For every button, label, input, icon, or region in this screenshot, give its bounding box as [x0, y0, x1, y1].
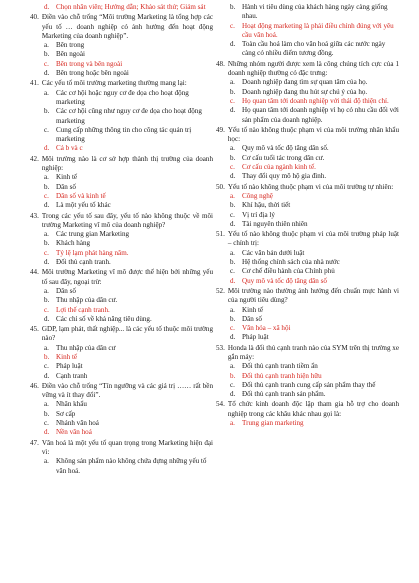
option-letter: d. [230, 276, 236, 285]
answer-option-correct [30, 428, 213, 437]
option-letter: a. [44, 41, 49, 50]
option-text: Quy mô và tốc độ tăng dân số [242, 276, 327, 285]
option-text: Cung cấp những thông tin cho công tác quản trị marketing [56, 125, 192, 144]
question-block [216, 230, 399, 286]
option-text: Sơ cấp [56, 409, 76, 418]
option-text: Văn hóa – xã hội [242, 324, 291, 333]
option-text: Các trung gian Marketing [56, 230, 130, 239]
question-text: Môi trường Marketing vĩ mô được thể hiện bởi những yếu tố sau đây, ngoại trừ: [41, 268, 213, 286]
question-header [30, 268, 213, 287]
option-text: Doanh nghiệp đang tìm sự quan tâm của họ. [242, 78, 368, 87]
question-text: Các yếu tố môi trường marketing thường mang lại: [41, 79, 187, 88]
option-letter: c. [44, 248, 49, 257]
left-column [30, 3, 213, 477]
answer-option-correct [216, 277, 399, 286]
option-letter: b. [230, 258, 236, 267]
option-letter: a. [44, 400, 49, 409]
option-letter: b. [230, 3, 236, 11]
option-text: Dân số [56, 286, 76, 295]
question-number: 43. [30, 211, 39, 220]
option-text: Các văn bản dưới luật [242, 248, 305, 257]
question-block [216, 3, 399, 59]
option-letter: d. [230, 106, 236, 115]
question-text: Môi trường nào thường ảnh hưởng đến chuẩn mực hành vi của người tiêu dùng? [227, 286, 399, 305]
option-letter: a. [230, 248, 235, 257]
option-text: Họ quan tâm tới doanh nghiệp vì họ có nhu cầu đối với sản phẩm của doanh nghiệp. [242, 106, 399, 124]
question-block [30, 3, 213, 12]
question-number: 53. [216, 343, 225, 352]
answer-option [30, 173, 213, 182]
option-text: Các cơ hội cũng như nguy cơ đe dọa cho hoạt động marketing [56, 107, 202, 125]
option-letter: d. [44, 314, 50, 323]
option-text: Kinh tế [56, 352, 78, 361]
option-letter: d. [44, 3, 50, 11]
option-text: Hoạt động marketing là phải điều chỉnh đúng với yêu cầu văn hoá. [242, 21, 394, 39]
question-text: Tổ chức kinh doanh độc lập tham gia hỗ trợ cho doanh nghiệp trong các khâu khác nhau gọi là: [227, 400, 399, 418]
option-letter: a. [230, 191, 235, 200]
answer-option [216, 172, 399, 181]
answer-option-correct [30, 192, 213, 201]
answer-option [30, 126, 213, 145]
question-number: 48. [216, 59, 225, 68]
answer-option-correct [30, 3, 213, 12]
option-text: Dân số và kinh tế [56, 191, 106, 200]
answer-option [30, 287, 213, 296]
option-letter: a. [230, 305, 235, 314]
option-letter: c. [44, 59, 49, 68]
option-letter: a. [230, 78, 235, 87]
answer-option [216, 88, 399, 97]
option-text: Nhánh văn hoá [56, 419, 99, 428]
answer-option [216, 381, 399, 390]
question-header [30, 79, 213, 88]
question-block [216, 287, 399, 343]
option-text: Đối thủ cạnh tranh hiện hữu [242, 371, 322, 380]
option-letter: a. [44, 173, 49, 182]
option-text: Thay đổi quy mô hộ gia đình. [242, 172, 327, 181]
option-letter: b. [44, 50, 50, 59]
question-block [30, 13, 213, 78]
option-letter: b. [230, 87, 236, 96]
option-text: Đối thủ cạnh tranh cung cấp sản phẩm thay thế [242, 380, 376, 389]
option-text: Bên trong [56, 41, 85, 50]
option-text: Đối thủ cạnh tranh tiềm ẩn [242, 362, 318, 371]
answer-option [30, 183, 213, 192]
option-letter: b. [230, 314, 236, 323]
option-letter: d. [230, 40, 236, 49]
answer-option [216, 144, 399, 153]
answer-option [216, 3, 399, 22]
option-letter: a. [230, 362, 235, 371]
option-text: Thu nhập của dân cư [56, 343, 116, 352]
option-letter: b. [44, 296, 50, 305]
option-letter: d. [230, 333, 236, 342]
question-header [30, 212, 213, 231]
answer-option [30, 419, 213, 428]
answer-option [216, 154, 399, 163]
option-letter: b. [44, 239, 50, 248]
option-text: Tỷ lệ lạm phát hàng năm. [56, 248, 129, 257]
option-text: Bên ngoài [56, 50, 85, 59]
option-letter: b. [44, 182, 50, 191]
option-text: Các chỉ số về khả năng tiêu dùng. [56, 314, 152, 323]
question-text: Điền vào chỗ trống “Tín ngưỡng và các giá trị …… rất bền vững và ít thay đổi”. [41, 381, 213, 400]
option-text: Cơ chế điều hành của Chính phủ [242, 267, 335, 276]
option-text: Hành vi tiêu dùng của khách hàng ngày càng giống nhau. [242, 3, 388, 21]
option-letter: c. [230, 210, 235, 219]
option-letter: d. [230, 172, 236, 181]
question-block [216, 344, 399, 400]
question-block [216, 126, 399, 182]
option-letter: a. [44, 88, 49, 97]
option-text: Thu nhập của dân cư. [56, 296, 118, 305]
option-letter: d. [44, 428, 50, 437]
question-text: Honda là đối thủ cạnh tranh nào của SYM trên thị trường xe gắn máy: [227, 343, 399, 361]
answer-option [216, 40, 399, 59]
question-text: Những nhóm người được xem là công chúng tích cực của 1 doanh nghiệp thường có đặc trưng: [227, 59, 399, 78]
option-text: Vị trí địa lý [242, 210, 275, 219]
answer-option-correct [216, 22, 399, 41]
question-number: 47. [30, 438, 39, 447]
option-text: Khách hàng [56, 239, 91, 248]
question-block [30, 212, 213, 268]
option-letter: b. [44, 352, 50, 361]
option-text: Dân số [56, 182, 76, 191]
answer-option [30, 296, 213, 305]
answer-option [30, 362, 213, 371]
answer-option-correct [30, 306, 213, 315]
question-text: Trong các yếu tố sau đây, yếu tố nào không thuộc về môi trường Marketing vĩ mô của doanh nghiệp? [41, 211, 213, 229]
option-letter: c. [44, 305, 49, 314]
answer-option [216, 258, 399, 267]
option-text: Bên trong hoặc bên ngoài [56, 69, 129, 78]
question-number: 40. [30, 13, 39, 22]
answer-option [30, 107, 213, 126]
answer-option [30, 41, 213, 50]
option-letter: d. [44, 69, 50, 78]
answer-option-correct [216, 163, 399, 172]
answer-option [30, 201, 213, 210]
option-letter: b. [44, 107, 50, 116]
answer-option [216, 211, 399, 220]
option-letter: c. [230, 267, 235, 276]
question-header [216, 126, 399, 145]
question-block [30, 439, 213, 476]
question-number: 45. [30, 325, 39, 334]
option-text: Cơ cấu tuổi tác trong dân cư. [242, 153, 325, 162]
answer-option [30, 410, 213, 419]
option-text: Quy mô và tốc độ tăng dân số. [242, 144, 329, 153]
answer-option-correct [216, 97, 399, 106]
answer-option [30, 457, 213, 476]
question-number: 41. [30, 79, 39, 88]
option-text: Hệ thống chính sách của nhà nước [242, 258, 340, 267]
question-block [216, 400, 399, 428]
option-text: Lợi thế cạnh tranh. [56, 305, 110, 314]
option-text: Không sản phẩm nào không chứa đựng những yếu tố văn hoá. [56, 457, 207, 475]
answer-option [30, 315, 213, 324]
option-letter: c. [230, 324, 235, 333]
option-letter: b. [230, 153, 236, 162]
option-letter: c. [44, 362, 49, 371]
option-letter: c. [230, 21, 235, 30]
option-text: Đối thủ cạnh tranh sản phẩm. [242, 390, 326, 399]
question-header [30, 155, 213, 174]
option-letter: a. [44, 457, 49, 466]
question-header [216, 183, 399, 192]
option-text: Cơ cấu của ngành kinh tế. [242, 163, 316, 172]
answer-option [30, 50, 213, 59]
option-letter: c. [44, 191, 49, 200]
answer-option [30, 258, 213, 267]
answer-option [216, 362, 399, 371]
question-text: Văn hoá là một yếu tố quan trọng trong Marketing hiện đại vì: [41, 438, 213, 456]
option-letter: b. [230, 201, 236, 210]
answer-option-correct [216, 192, 399, 201]
option-text: Nhân khẩu [56, 400, 87, 409]
option-text: Các cơ hội hoặc nguy cơ đe dọa cho hoạt động marketing [56, 88, 189, 106]
question-text: Yếu tố nào không thuộc phạm vi của môi trường tự nhiên: [227, 182, 394, 191]
question-number: 49. [216, 125, 225, 134]
option-text: Toàn cầu hoá làm cho văn hoá giữa các nước ngày càng có nhiều điểm tương đồng. [242, 40, 386, 58]
option-text: Kinh tế [242, 305, 264, 314]
option-letter: d. [230, 390, 236, 399]
option-text: Cạnh tranh [56, 371, 88, 380]
question-header [30, 325, 213, 344]
question-block [216, 183, 399, 229]
option-letter: c. [44, 419, 49, 428]
question-header [30, 13, 213, 41]
question-number: 52. [216, 286, 225, 295]
question-block [30, 155, 213, 211]
option-letter: d. [44, 144, 50, 153]
option-text: Đối thủ cạnh tranh. [56, 258, 111, 267]
option-letter: b. [230, 371, 236, 380]
answer-option [30, 239, 213, 248]
question-text: Yếu tố nào không thuộc phạm vi của môi trường nhân khẩu học: [227, 125, 399, 144]
question-number: 54. [216, 400, 225, 409]
answer-option [216, 249, 399, 258]
option-text: Pháp luật [56, 362, 83, 371]
option-text: Khí hậu, thời tiết [242, 201, 291, 210]
option-letter: a. [44, 343, 49, 352]
right-column [216, 3, 399, 429]
answer-option-correct [30, 249, 213, 258]
question-header [216, 287, 399, 306]
option-text: Là một yếu tố khác [56, 201, 111, 210]
answer-option [216, 106, 399, 125]
answer-option-correct [216, 372, 399, 381]
option-text: Doanh nghiệp đang thu hút sự chú ý của họ. [242, 87, 368, 96]
question-number: 50. [216, 182, 225, 191]
question-block [30, 79, 213, 153]
option-text: Cả b và c [56, 144, 83, 153]
question-header [216, 230, 399, 249]
option-letter: a. [44, 286, 49, 295]
answer-option [30, 89, 213, 108]
answer-option [30, 230, 213, 239]
question-number: 51. [216, 230, 225, 239]
answer-option [216, 390, 399, 399]
question-text: Yếu tố nào không thuộc phạm vi của môi trường pháp luật – chính trị: [227, 230, 399, 248]
answer-option-correct [30, 144, 213, 153]
answer-option [216, 220, 399, 229]
question-header [216, 60, 399, 79]
question-header [216, 400, 399, 419]
question-header [30, 439, 213, 458]
answer-option [216, 306, 399, 315]
question-block [30, 382, 213, 438]
answer-option [216, 201, 399, 210]
option-letter: d. [44, 201, 50, 210]
option-text: Tài nguyên thiên nhiên [242, 219, 308, 228]
option-letter: c. [230, 163, 235, 172]
question-header [216, 344, 399, 363]
option-text: Chọn nhân viên; Hướng dẫn; Khảo sát thử; Giám sát [56, 3, 206, 11]
option-letter: d. [44, 371, 50, 380]
option-letter: a. [44, 230, 49, 239]
question-number: 42. [30, 154, 39, 163]
option-letter: a. [230, 144, 235, 153]
question-block [30, 325, 213, 381]
option-letter: c. [44, 125, 49, 134]
option-text: Trung gian marketing [242, 419, 304, 428]
answer-option-correct [30, 353, 213, 362]
answer-option-correct [216, 324, 399, 333]
option-letter: c. [230, 380, 235, 389]
answer-option [216, 333, 399, 342]
option-letter: d. [230, 219, 236, 228]
answer-option [216, 78, 399, 87]
option-text: Pháp luật [242, 333, 269, 342]
option-text: Họ quan tâm tới doanh nghiệp với thái độ thiện chí. [242, 96, 389, 105]
answer-option [216, 267, 399, 276]
option-letter: c. [230, 96, 235, 105]
option-letter: b. [44, 409, 50, 418]
question-block [216, 60, 399, 125]
answer-option [30, 400, 213, 409]
answer-option [216, 315, 399, 324]
option-letter: a. [230, 419, 235, 428]
question-number: 46. [30, 381, 39, 390]
question-header [30, 382, 213, 401]
question-block [30, 268, 213, 324]
question-text: Điền vào chỗ trống “Môi trường Marketing là tổng hợp các yếu tố … doanh nghiệp có ảnh hưởng đến hoạt động Marketing của doanh nghiệp”. [41, 13, 213, 40]
option-text: Kinh tế [56, 173, 78, 182]
option-text: Công nghệ [242, 191, 273, 200]
answer-option [30, 344, 213, 353]
option-text: Bên trong và bên ngoài [56, 59, 123, 68]
option-text: Nền văn hoá [56, 428, 92, 437]
question-text: GDP, lạm phát, thất nghiệp... là các yếu tố thuộc môi trường nào? [41, 325, 213, 343]
question-text: Môi trường nào là cơ sở hợp thành thị trường của doanh nghiệp: [41, 154, 213, 173]
answer-option [30, 69, 213, 78]
answer-option-correct [30, 60, 213, 69]
answer-option [30, 372, 213, 381]
answer-option-correct [216, 419, 399, 428]
question-number: 44. [30, 268, 39, 277]
option-letter: d. [44, 258, 50, 267]
option-text: Dân số [242, 314, 262, 323]
